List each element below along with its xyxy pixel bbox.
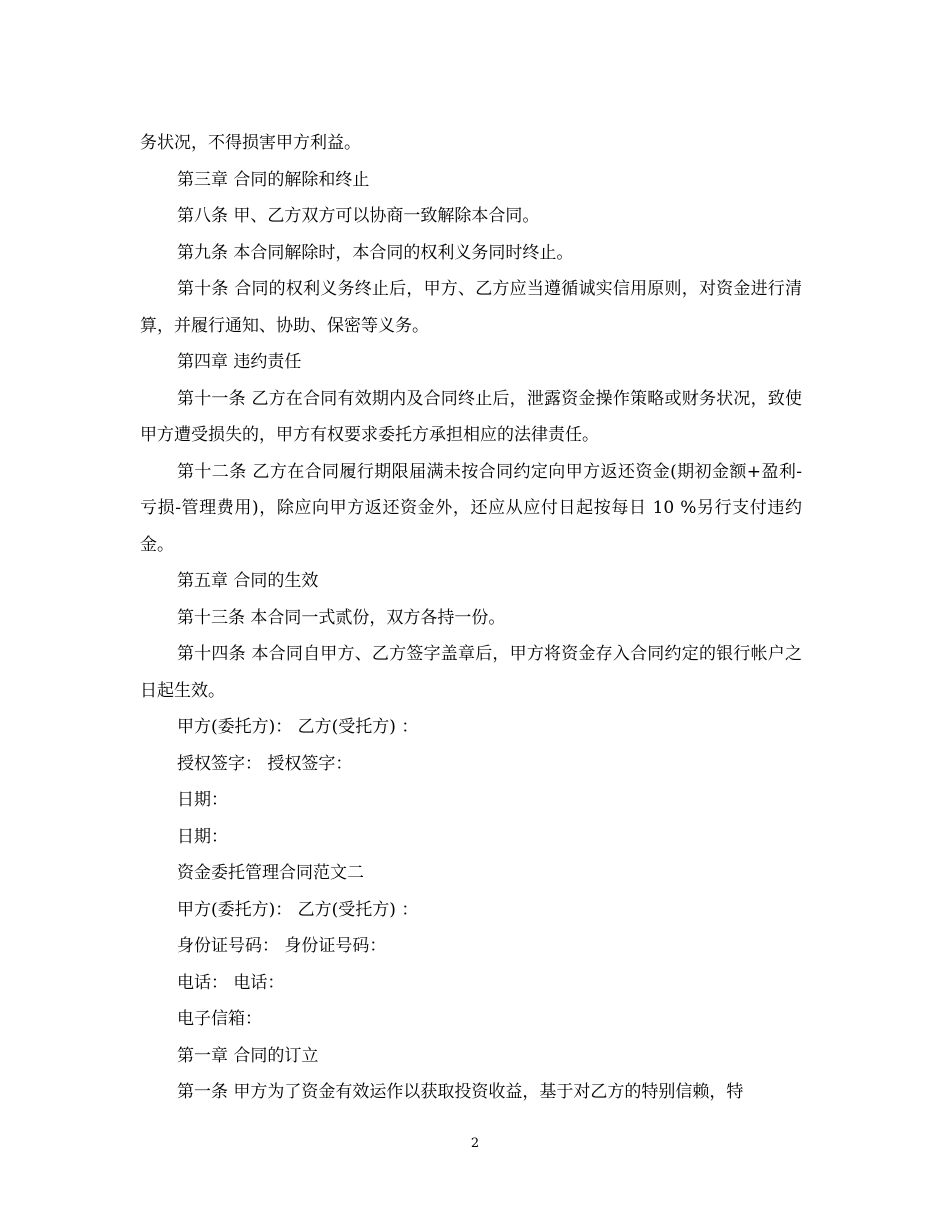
phone-line: 电话： 电话： [177,972,285,993]
date-line: 日期： [177,826,228,847]
article-10: 第十条 合同的权利义务终止后，甲方、乙方应当遵循诚实信用原则，对资金进行清算，并履行通知、协助、保密等义务。 [140,279,802,336]
article-12: 第十二条 乙方在合同履行期限届满未按合同约定向甲方返还资金(期初金额+盈利-亏损-管理费用)，除应向甲方返还资金外，还应从应付日起按每日 10 %另行支付违约金。 [140,461,802,555]
signature-line: 授权签字： 授权签字： [177,753,353,774]
article-13: 第十三条 本合同一式贰份，双方各持一份。 [177,607,506,628]
article-11: 第十一条 乙方在合同有效期内及合同终止后，泄露资金操作策略或财务状况，致使甲方遭受损失的，甲方有权要求委托方承担相应的法律责任。 [140,388,802,445]
party-line: 甲方(委托方)： 乙方(受托方) ： [177,899,419,920]
paragraph-continuation: 务状况，不得损害甲方利益。 [140,133,361,153]
article-9: 第九条 本合同解除时，本合同的权利义务同时终止。 [177,242,574,263]
article-8: 第八条 甲、乙方双方可以协商一致解除本合同。 [177,206,540,226]
article-14: 第十四条 本合同自甲方、乙方签字盖章后，甲方将资金存入合同约定的银行帐户之日起生效。 [140,644,802,701]
chapter-heading-4: 第四章 违约责任 [177,352,302,372]
date-line: 日期： [177,790,228,810]
chapter-heading-1: 第一章 合同的订立 [177,1045,319,1066]
chapter-heading-3: 第三章 合同的解除和终止 [177,169,370,190]
article-1: 第一条 甲方为了资金有效运作以获取投资收益，基于对乙方的特别信赖，特 [177,1082,744,1102]
document-body [140,125,802,1111]
template-title: 资金委托管理合同范文二 [177,863,364,883]
party-line: 甲方(委托方)： 乙方(受托方) ： [177,717,419,737]
page-number: 2 [470,1136,480,1151]
id-number-line: 身份证号码： 身份证号码： [177,936,387,956]
email-line: 电子信箱： [177,1009,262,1029]
chapter-heading-5: 第五章 合同的生效 [177,571,319,591]
